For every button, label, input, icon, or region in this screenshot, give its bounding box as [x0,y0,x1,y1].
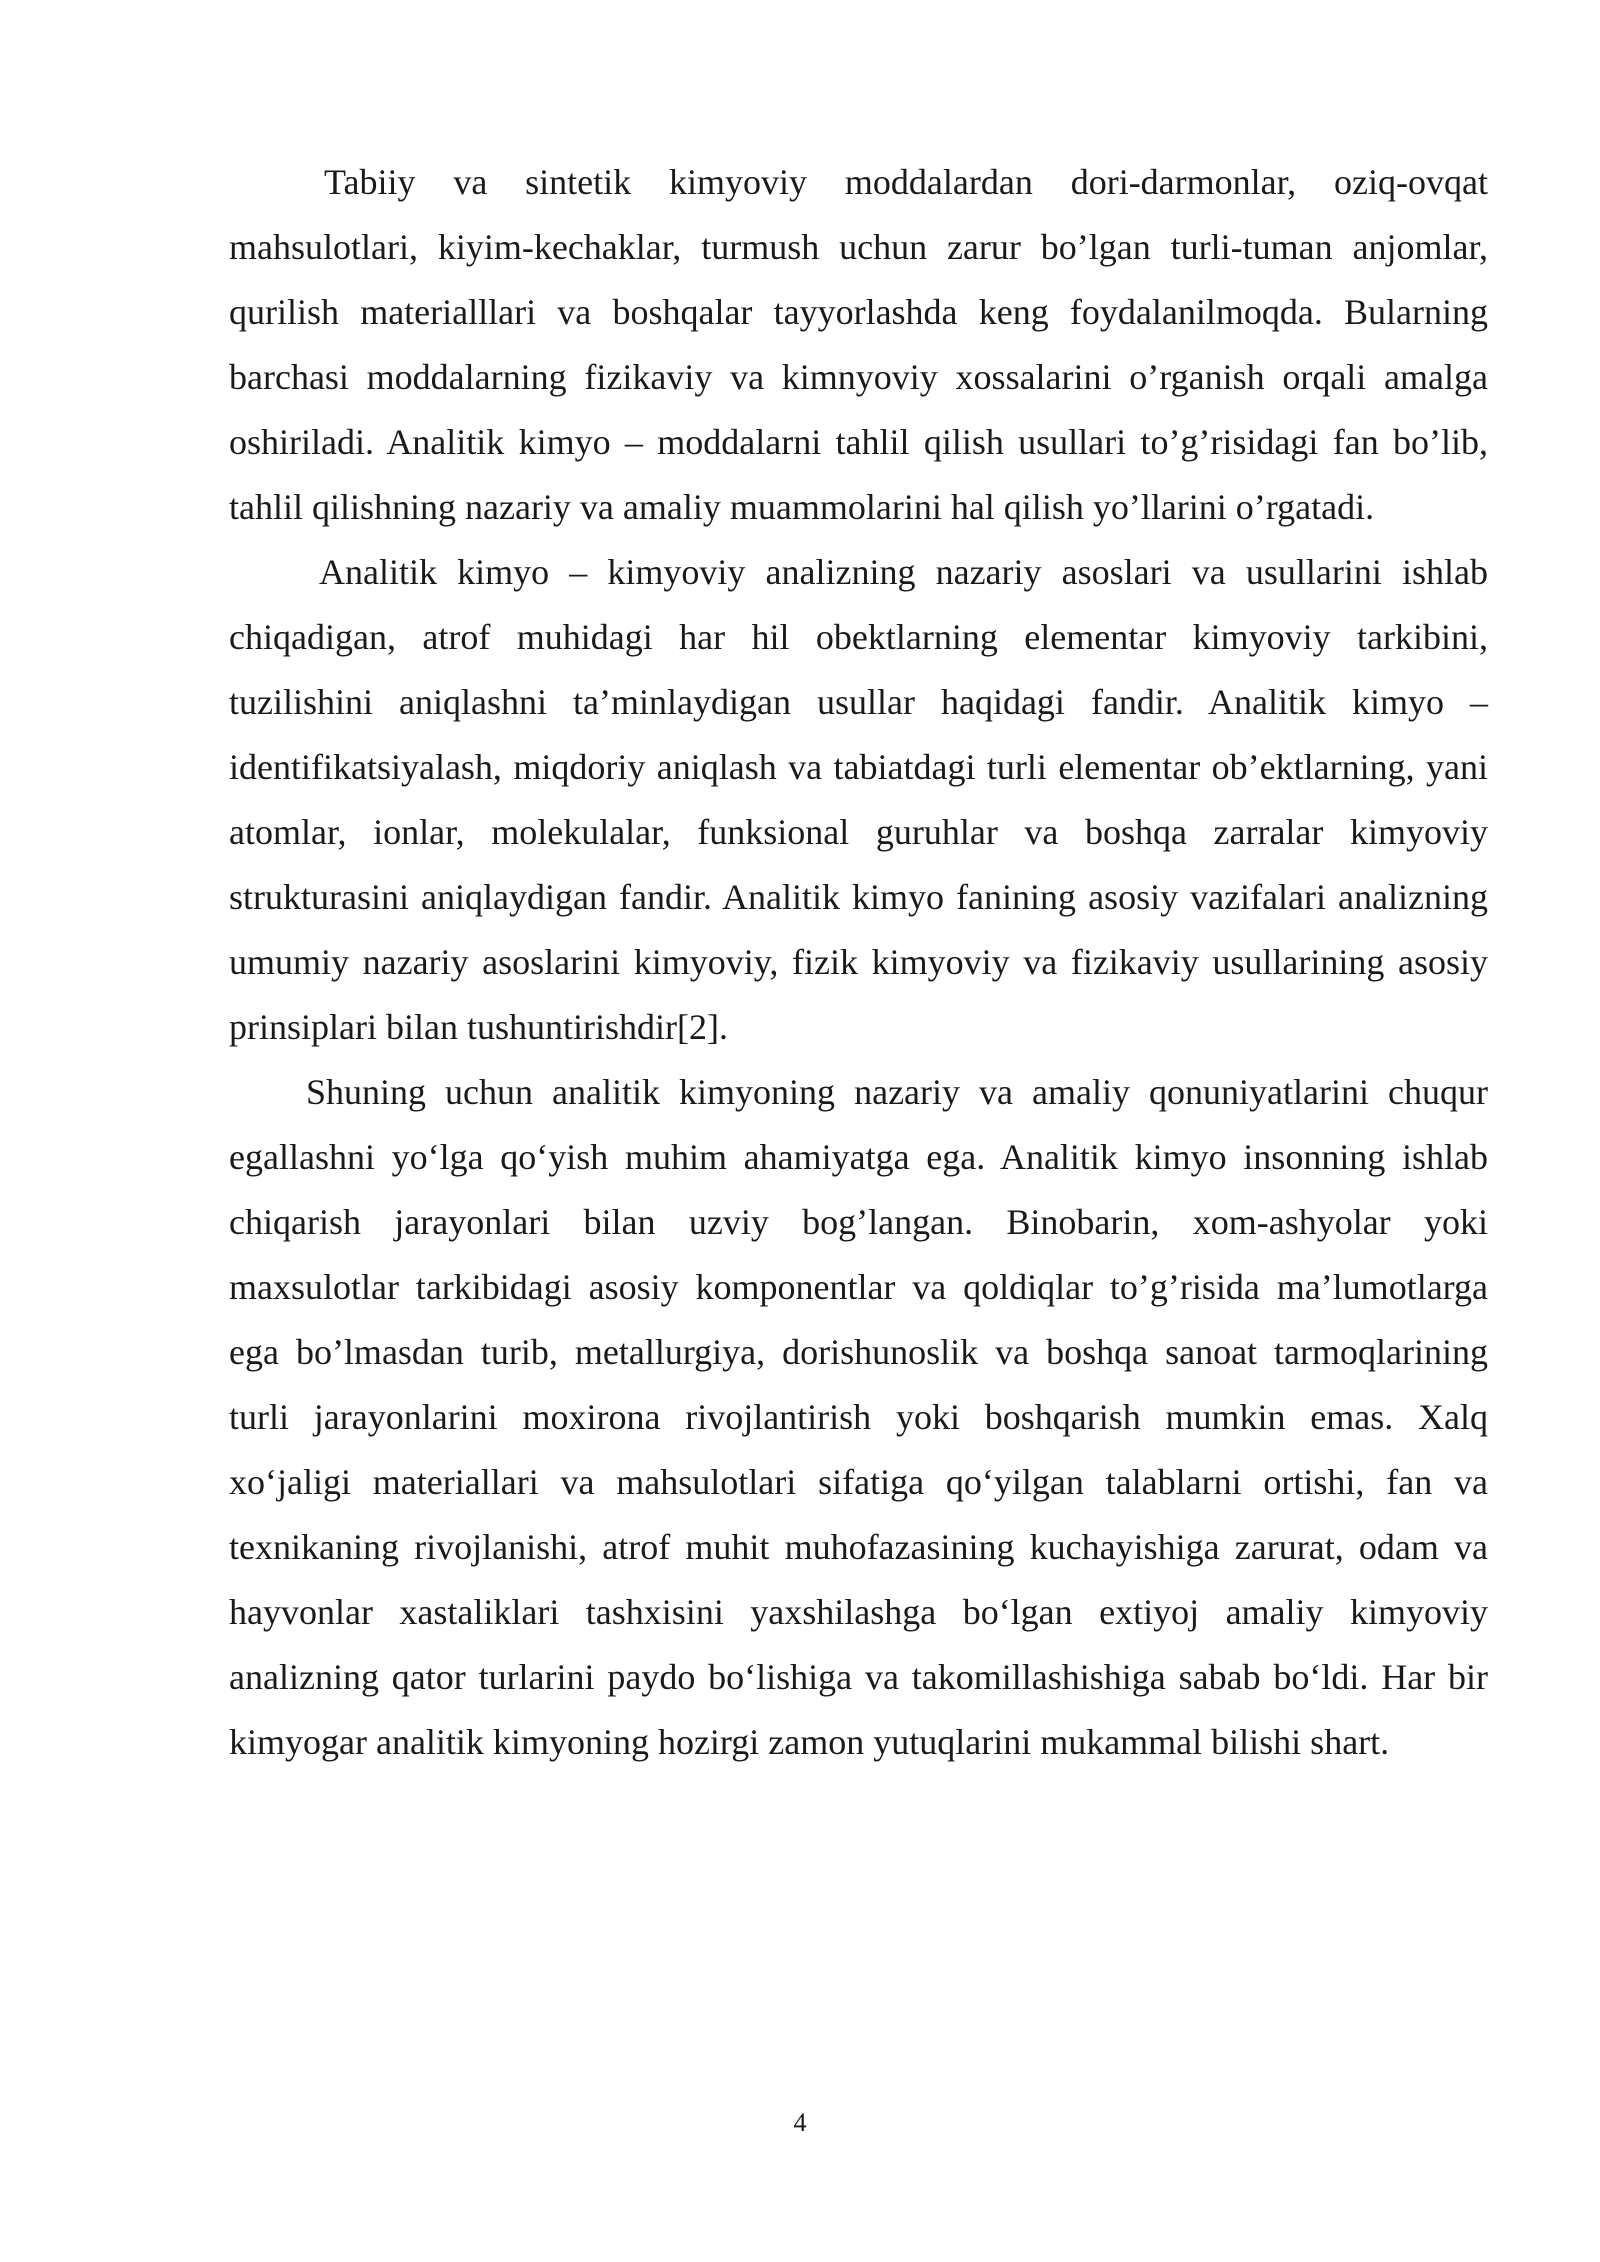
paragraph-1: Tabiiy va sintetik kimyoviy moddalardan dori-darmonlar, oziq-ovqat mahsulotlari, kiyim-kechaklar, turmush uchun zarur bo’lgan turli-tuman anjomlar, qurilish materialllari va boshqalar tayyorlashda keng foydalanilmoqda. Bularning barchasi moddalarning fizikaviy va kimnyoviy xossalarini o’rganish orqali amalga oshiriladi. Analitik kimyo – moddalarni tahlil qilish usullari to’g’risidagi fan bo’lib, tahlil qilishning nazariy va amaliy muammolarini hal qilish yo’llarini o’rgatadi. [229,162,1488,527]
page-number: 4 [793,2108,807,2137]
document-body [229,150,1488,1775]
paragraph-3: Shuning uchun analitik kimyoning nazariy va amaliy qonuniyatlarini chuqur egallashni yoʻlga qoʻyish muhim ahamiyatga ega. Analitik kimyo insonning ishlab chiqarish jarayonlari bilan uzviy bog’langan. Binobarin, xom-ashyolar yoki maxsulotlar tarkibidagi asosiy komponentlar va qoldiqlar to’g’risida ma’lumotlarga ega bo’lmasdan turib, metallurgiya, dorishunoslik va boshqa sanoat tarmoqlarining turli jarayonlarini moxirona rivojlantirish yoki boshqarish mumkin emas. Xalq xoʻjaligi materiallari va mahsulotlari sifatiga qoʻyilgan talablarni ortishi, fan va texnikaning rivojlanishi, atrof muhit muhofazasining kuchayishiga zarurat, odam va hayvonlar xastaliklari tashxisini yaxshilashga boʻlgan extiyoj amaliy kimyoviy analizning qator turlarini paydo boʻlishiga va takomillashishiga sabab boʻldi. Har bir kimyogar analitik kimyoning hozirgi zamon yutuqlarini mukammal bilishi shart. [229,1072,1488,1762]
paragraph-2: Analitik kimyo – kimyoviy analizning nazariy asoslari va usullarini ishlab chiqadigan, atrof muhidagi har hil obektlarning elementar kimyoviy tarkibini, tuzilishini aniqlashni ta’minlaydigan usullar haqidagi fandir. Analitik kimyo – identifikatsiyalash, miqdoriy aniqlash va tabiatdagi turli elementar ob’ektlarning, yani atomlar, ionlar, molekulalar, funksional guruhlar va boshqa zarralar kimyoviy strukturasini aniqlaydigan fandir. Analitik kimyo fanining asosiy vazifalari analizning umumiy nazariy asoslarini kimyoviy, fizik kimyoviy va fizikaviy usullarining asosiy prinsiplari bilan tushuntirishdir[2]. [229,552,1488,1047]
